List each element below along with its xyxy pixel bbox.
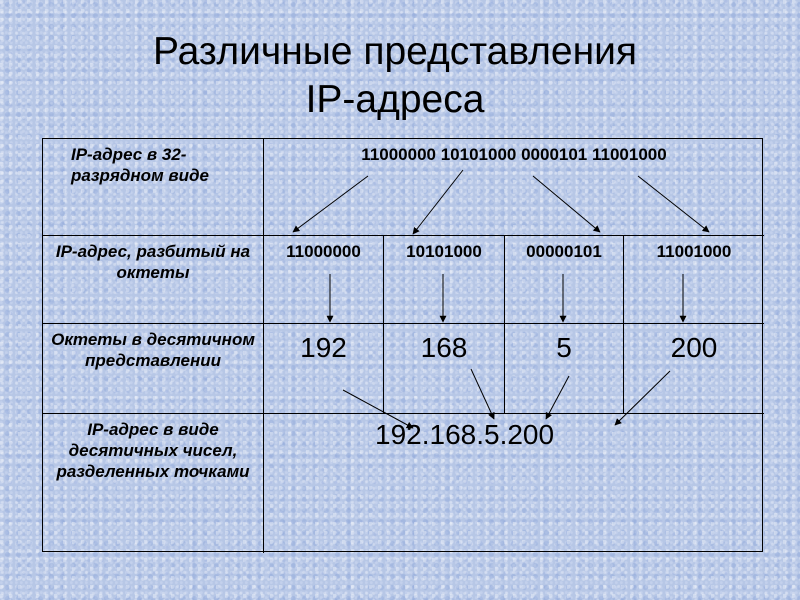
octet-binary-1: 11000000 [264, 236, 384, 324]
row-label-octets: IP-адрес, разбитый на октеты [43, 236, 264, 324]
binary-32bit-value: 11000000 10101000 0000101 11001000 [264, 139, 764, 236]
slide-title-line2: IP-адреса [305, 78, 485, 121]
row-label-decimal-octets: Октеты в десятичном представлении [43, 324, 264, 414]
octet-decimal-3: 5 [505, 324, 624, 414]
octet-binary-2: 10101000 [384, 236, 505, 324]
slide-title [0, 28, 790, 124]
octet-decimal-1: 192 [264, 324, 384, 414]
ip-representations-table [42, 138, 763, 552]
row-label-dotted-decimal: IP-адрес в виде десятичных чисел, разделенных точками [43, 414, 264, 553]
octet-binary-3: 00000101 [505, 236, 624, 324]
octet-binary-4: 11001000 [624, 236, 764, 324]
row-label-32bit: IP-адрес в 32-разрядном виде [43, 139, 264, 236]
slide-title-line1: Различные представления [152, 30, 638, 73]
octet-decimal-2: 168 [384, 324, 505, 414]
dotted-decimal-value: 192.168.5.200 [375, 419, 555, 450]
octet-decimal-4: 200 [624, 324, 764, 414]
